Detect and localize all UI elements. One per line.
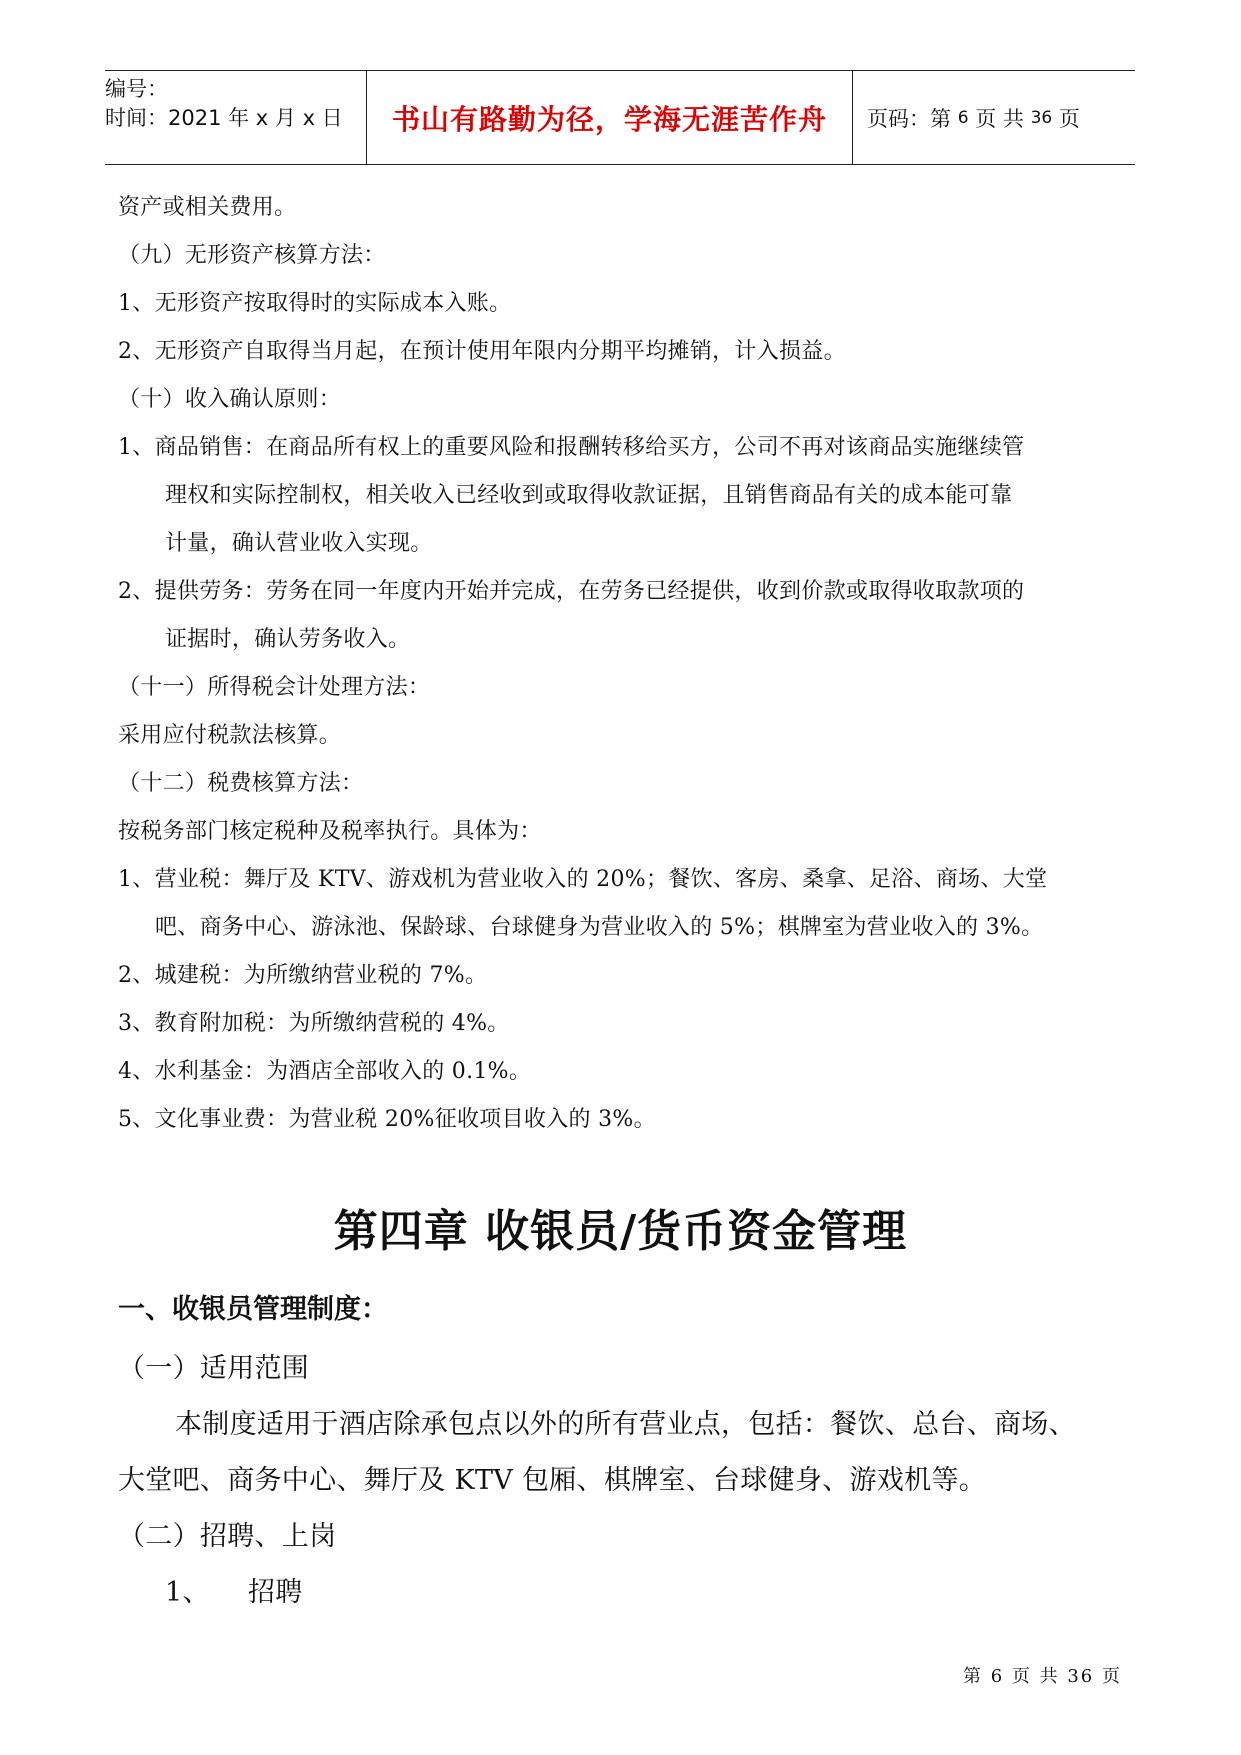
paragraph-line: 本制度适用于酒店除承包点以外的所有营业点，包括：餐饮、总台、商场、 <box>175 1409 1076 1440</box>
text-line: 2、无形资产自取得当月起，在预计使用年限内分期平均摊销，计入损益。 <box>118 339 846 364</box>
header-meta <box>105 71 367 164</box>
subsection-heading: （二）招聘、上岗 <box>118 1521 337 1552</box>
page-prefix: 页码：第 <box>867 106 951 131</box>
text-line: 吧、商务中心、游泳池、保龄球、台球健身为营业收入的 5%；棋牌室为营业收入的 3%。 <box>155 915 1044 940</box>
section-title: 一、收银员管理制度： <box>118 1294 388 1325</box>
list-item-text: 招聘 <box>248 1577 303 1608</box>
page-header <box>105 70 1135 165</box>
paragraph-line: 大堂吧、商务中心、舞厅及 KTV 包厢、棋牌室、台球健身、游戏机等。 <box>118 1465 987 1496</box>
text-line: 采用应付税款法核算。 <box>118 723 342 748</box>
text-line: 资产或相关费用。 <box>118 195 297 220</box>
text-line: （十）收入确认原则： <box>118 387 342 412</box>
document-number-label: 编号： <box>105 77 168 101</box>
chapter-title: 第四章 收银员/货币资金管理 <box>333 1206 908 1257</box>
page-total: 36 <box>1030 107 1053 128</box>
list-item-number: 1、 <box>165 1577 210 1608</box>
page-current: 6 <box>957 107 969 128</box>
text-line: （十二）税费核算方法： <box>118 771 364 796</box>
document-time: 时间：2021 年 x 月 x 日 <box>105 106 343 130</box>
text-line: 2、提供劳务：劳务在同一年度内开始并完成，在劳务已经提供，收到价款或取得收取款项的 <box>118 579 1025 604</box>
text-line: 1、商品销售：在商品所有权上的重要风险和报酬转移给买方，公司不再对该商品实施继续管 <box>118 435 1025 460</box>
subsection-heading: （一）适用范围 <box>118 1353 310 1384</box>
text-line: （九）无形资产核算方法： <box>118 243 386 268</box>
text-line: 计量，确认营业收入实现。 <box>165 531 433 556</box>
text-line: 理权和实际控制权，相关收入已经收到或取得收款证据，且销售商品有关的成本能可靠 <box>165 483 1013 508</box>
text-line: 1、营业税：舞厅及 KTV、游戏机为营业收入的 20%；餐饮、客房、桑拿、足浴、商场、大堂 <box>118 867 1048 892</box>
text-line: （十一）所得税会计处理方法： <box>118 675 431 700</box>
page-mid: 页 共 <box>975 106 1024 131</box>
text-line: 2、城建税：为所缴纳营业税的 7%。 <box>118 963 488 988</box>
text-line: 4、水利基金：为酒店全部收入的 0.1%。 <box>118 1059 532 1084</box>
header-motto: 书山有路勤为径，学海无涯苦作舟 <box>367 71 853 164</box>
text-line: 证据时，确认劳务收入。 <box>165 627 411 652</box>
text-line: 5、文化事业费：为营业税 20%征收项目收入的 3%。 <box>118 1107 656 1132</box>
text-line: 3、教育附加税：为所缴纳营税的 4%。 <box>118 1011 510 1036</box>
text-line: 按税务部门核定税种及税率执行。具体为： <box>118 819 542 844</box>
header-page-info <box>853 71 1135 164</box>
page-suffix: 页 <box>1058 106 1080 131</box>
text-line: 1、无形资产按取得时的实际成本入账。 <box>118 291 512 316</box>
page-footer: 第 6 页 共 36 页 <box>963 1666 1122 1687</box>
